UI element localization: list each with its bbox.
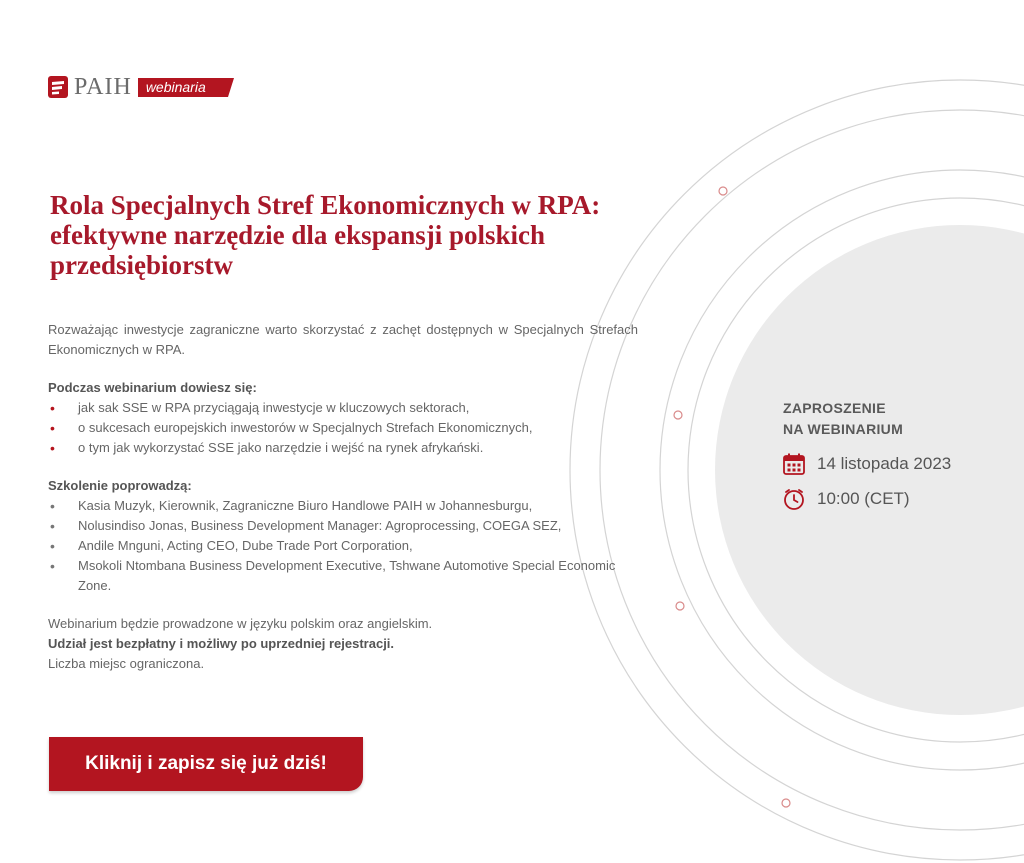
- clock-icon: [783, 488, 805, 510]
- invitation-label: [783, 398, 903, 440]
- bullet-icon: •: [50, 400, 55, 416]
- event-time: [783, 488, 910, 510]
- event-time-text: 10:00 (CET): [817, 489, 910, 508]
- intro-text: Rozważając inwestycje zagraniczne warto skorzystać z zachęt dostępnych w Specjalnych Strefach Ekonomicznych w RPA.: [48, 322, 638, 357]
- learn-heading: Podczas webinarium dowiesz się:: [48, 380, 257, 395]
- bullet-icon: •: [50, 538, 55, 554]
- arc-node: [719, 187, 727, 195]
- register-button[interactable]: Kliknij i zapisz się już dziś!: [49, 737, 363, 791]
- logo-wordmark: PAIH: [74, 74, 132, 100]
- logo-tag-text: webinaria: [145, 78, 206, 95]
- list-item: • o sukcesach europejskich inwestorów w Specjalnych Strefach Ekonomicznych,: [50, 420, 533, 436]
- bullet-icon: •: [50, 498, 55, 514]
- logo-tag: [138, 78, 234, 97]
- bullet-icon: •: [50, 518, 55, 534]
- bullet-icon: •: [50, 440, 55, 456]
- list-item: • Msokoli Ntombana Business Development Executive, Tshwane Automotive Special Economic Zone.: [50, 558, 616, 593]
- paih-logo-mark-icon: [48, 76, 68, 98]
- main-content: [48, 320, 638, 674]
- event-date: [783, 453, 951, 475]
- arc-node: [676, 602, 684, 610]
- invitation-line-2: NA WEBINARIUM: [783, 421, 904, 437]
- arc-node: [674, 411, 682, 419]
- list-item: • jak sak SSE w RPA przyciągają inwestycje w kluczowych sektorach,: [50, 400, 470, 416]
- invitation-line-1: ZAPROSZENIE: [783, 400, 886, 416]
- list-item: • Kasia Muzyk, Kierownik, Zagraniczne Biuro Handlowe PAIH w Johannesburgu,: [50, 498, 533, 514]
- learn-list: [48, 398, 638, 458]
- spacer: [48, 596, 638, 614]
- arc-node: [782, 799, 790, 807]
- list-item: • Nolusindiso Jonas, Business Development Manager: Agroprocessing, COEGA SEZ,: [50, 518, 562, 534]
- speakers-list: [48, 496, 638, 596]
- bullet-icon: •: [50, 420, 55, 436]
- list-item: • Andile Mnguni, Acting CEO, Dube Trade Port Corporation,: [50, 538, 413, 554]
- paih-logo: [48, 74, 234, 100]
- list-item: • o tym jak wykorzystać SSE jako narzędzie i wejść na rynek afrykański.: [50, 440, 484, 456]
- limited-note: Liczba miejsc ograniczona.: [48, 656, 205, 671]
- event-date-text: 14 listopada 2023: [817, 454, 952, 473]
- speakers-heading: Szkolenie poprowadzą:: [48, 478, 192, 493]
- language-note: Webinarium będzie prowadzone w języku polskim oraz angielskim.: [48, 616, 433, 631]
- free-note: Udział jest bezpłatny i możliwy po uprzedniej rejestracji.: [48, 636, 395, 651]
- bullet-icon: •: [50, 558, 55, 574]
- calendar-icon: [783, 453, 805, 475]
- page-title: Rola Specjalnych Stref Ekonomicznych w RPA: efektywne narzędzie dla ekspansji polskich przedsiębiorstw: [50, 190, 601, 280]
